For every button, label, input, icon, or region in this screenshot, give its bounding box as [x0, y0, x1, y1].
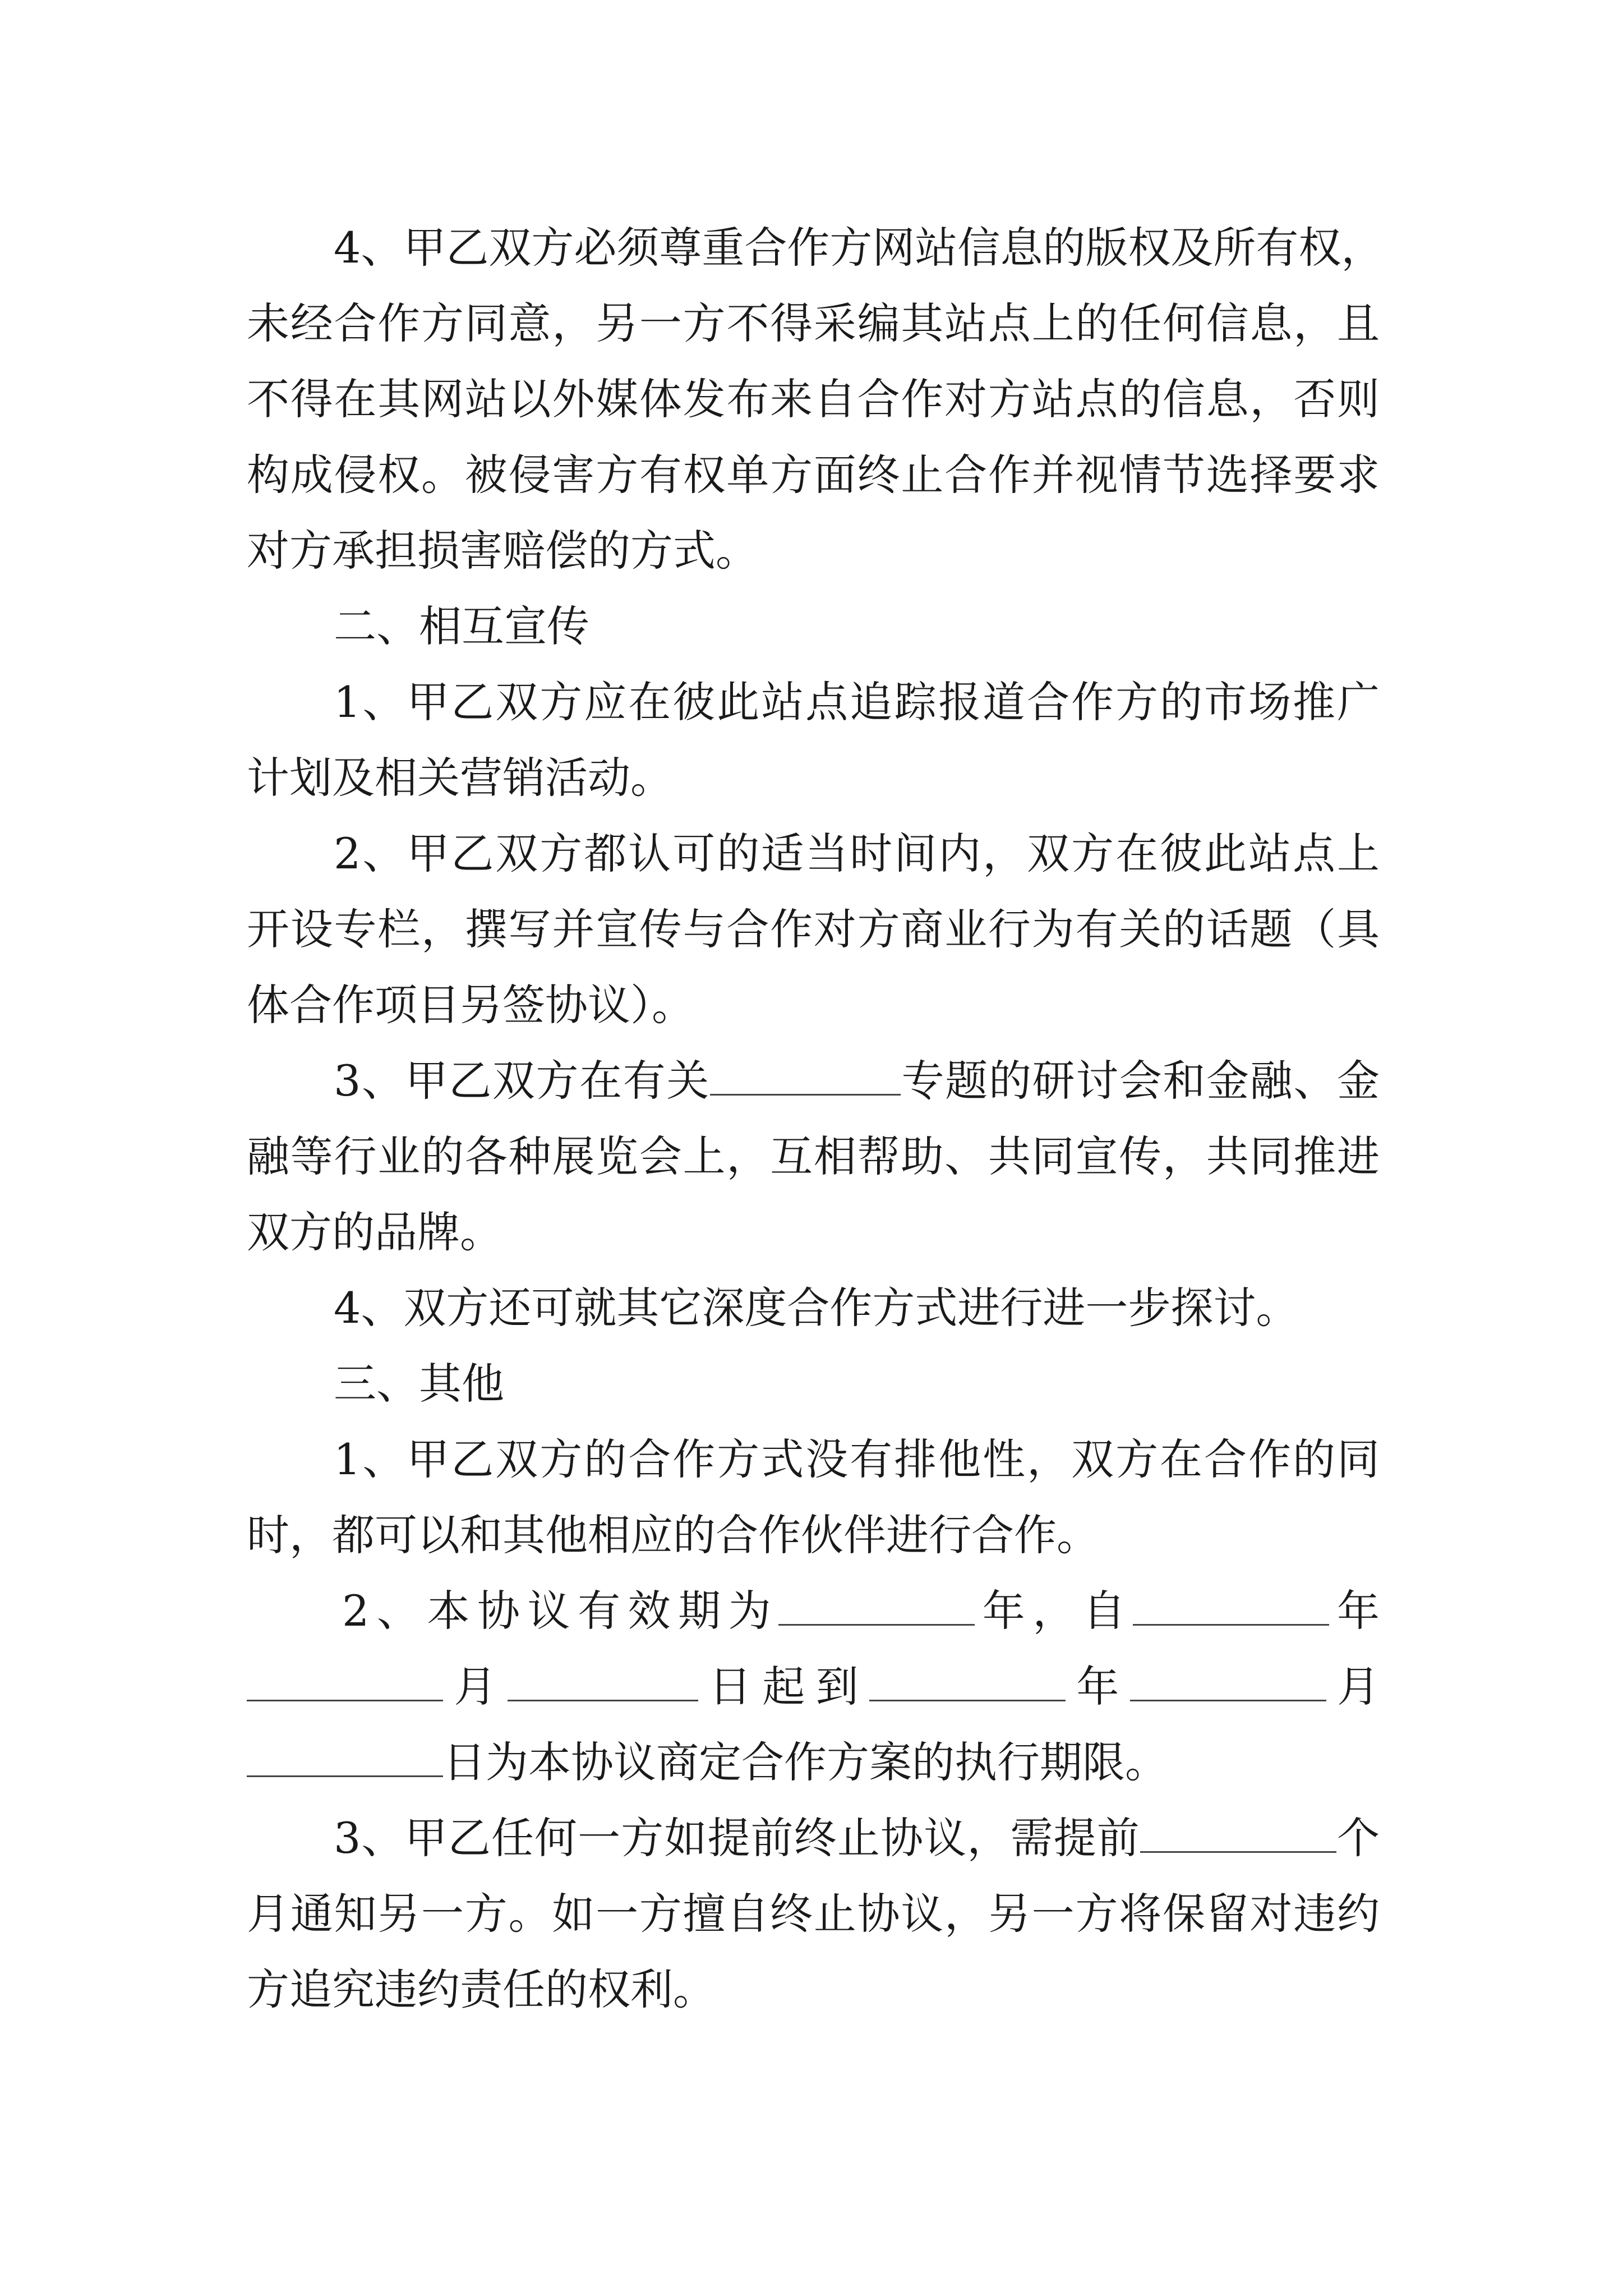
- paragraph-line: 双方的品牌。: [247, 1207, 502, 1257]
- text-segment: 专题的研讨会和金融、金: [901, 1056, 1380, 1106]
- paragraph-line: 计划及相关营销活动。: [247, 753, 673, 803]
- paragraph-line: 不得在其网站以外媒体发布来自合作对方站点的信息，否则: [247, 374, 1380, 424]
- paragraph-line-with-blanks: [342, 1569, 1380, 1653]
- paragraph-line-with-blank: [334, 1796, 1380, 1880]
- fill-blank[interactable]: [508, 1664, 698, 1701]
- paragraph-line: 未经合作方同意，另一方不得采编其站点上的任何信息，且: [247, 298, 1380, 348]
- paragraph-line: 体合作项目另签协议）。: [247, 980, 694, 1030]
- fill-blank[interactable]: [778, 1588, 975, 1626]
- section-heading: 二、相互宣传: [334, 601, 589, 651]
- text-segment: 2、本协议有效期为: [342, 1586, 779, 1636]
- text-segment: 个: [1336, 1813, 1380, 1863]
- paragraph-line: 4、双方还可就其它深度合作方式进行进一步探讨。: [334, 1283, 1299, 1333]
- paragraph-line: 方追究违约责任的权利。: [247, 1964, 716, 2014]
- paragraph-line: 开设专栏，撰写并宣传与合作对方商业行为有关的话题（具: [247, 904, 1380, 954]
- fill-blank[interactable]: [710, 1058, 901, 1096]
- text-segment: 月: [443, 1662, 508, 1711]
- text-segment: 年: [1329, 1586, 1380, 1636]
- fill-blank[interactable]: [869, 1664, 1066, 1701]
- fill-blank[interactable]: [1140, 1815, 1336, 1853]
- text-segment: 日起到: [698, 1662, 870, 1711]
- section-heading: 三、其他: [334, 1359, 504, 1409]
- text-segment: 日为本协议商定合作方案的执行期限。: [443, 1737, 1168, 1787]
- text-segment: 3、甲乙任何一方如提前终止协议，需提前: [334, 1813, 1140, 1863]
- paragraph-line: 2、甲乙双方都认可的适当时间内，双方在彼此站点上: [334, 829, 1380, 878]
- fill-blank[interactable]: [247, 1664, 443, 1701]
- paragraph-line: 4、甲乙双方必须尊重合作方网站信息的版权及所有权，: [334, 223, 1384, 273]
- fill-blank[interactable]: [247, 1740, 443, 1777]
- paragraph-line: 1、甲乙双方应在彼此站点追踪报道合作方的市场推广: [334, 677, 1380, 727]
- paragraph-line: 融等行业的各种展览会上，互相帮助、共同宣传，共同推进: [247, 1131, 1380, 1181]
- text-segment: 年: [1066, 1662, 1130, 1711]
- fill-blank[interactable]: [1130, 1664, 1326, 1701]
- paragraph-line: 时，都可以和其他相应的合作伙伴进行合作。: [247, 1510, 1099, 1560]
- paragraph-line-with-blank: [334, 1039, 1380, 1123]
- paragraph-line: 1、甲乙双方的合作方式没有排他性，双方在合作的同: [334, 1434, 1380, 1484]
- paragraph-line: 对方承担损害赔偿的方式。: [247, 526, 758, 576]
- paragraph-line: 月通知另一方。如一方擅自终止协议，另一方将保留对违约: [247, 1889, 1380, 1939]
- text-segment: 月: [1326, 1662, 1380, 1711]
- paragraph-line-with-blanks: [247, 1645, 1380, 1729]
- fill-blank[interactable]: [1133, 1588, 1329, 1626]
- text-segment: 3、甲乙双方在有关: [334, 1056, 711, 1106]
- paragraph-line: 构成侵权。被侵害方有权单方面终止合作并视情节选择要求: [247, 450, 1380, 500]
- text-segment: 自: [1082, 1586, 1133, 1636]
- text-segment: 年，: [975, 1586, 1083, 1636]
- paragraph-line-with-blank: [247, 1720, 1380, 1805]
